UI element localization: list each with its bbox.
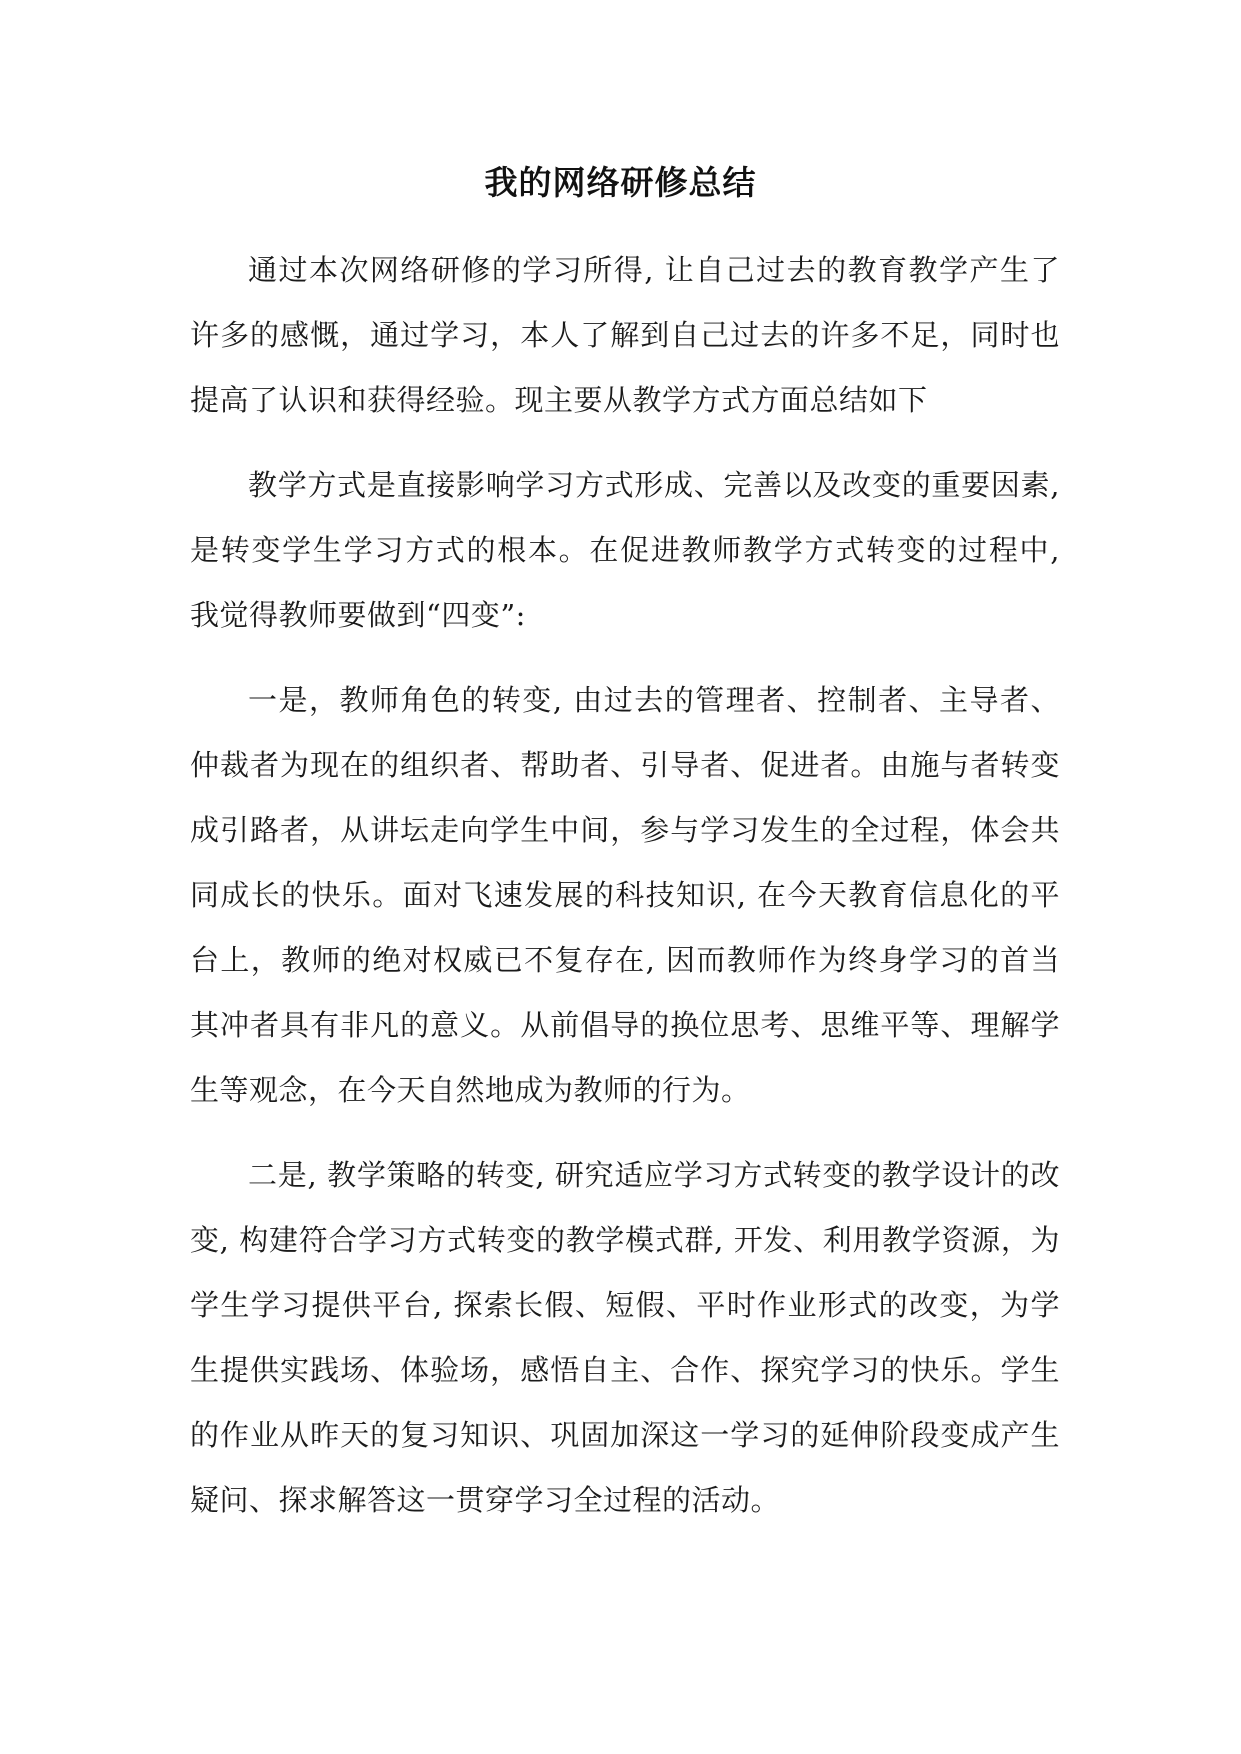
document-title: 我的网络研修总结 [484,163,757,202]
paragraph-role-change: 一是，教师角色的转变, 由过去的管理者、控制者、主导者、仲裁者为现在的组织者、帮助者、引导者、促进者。由施与者转变成引路者，从讲坛走向学生中间，参与学习发生的全过程，体会共同成长的快乐。面对飞速发展的科技知识, 在今天教育信息化的平台上，教师的绝对权威已不复存在, 因而教师作为终身学习的首当其冲者具有非凡的意义。从前倡导的换位思考、思维平等、理解学生等观念，在今天自然地成为教师的行为。 [190,683,1060,1107]
paragraph-strategy-change: 二是, 教学策略的转变, 研究适应学习方式转变的教学设计的改变, 构建符合学习方式转变的教学模式群, 开发、利用教学资源，为学生学习提供平台, 探索长假、短假、平时作业形式的改变，为学生提供实践场、体验场，感悟自主、合作、探究学习的快乐。学生的作业从昨天的复习知识、巩固加深这一学习的延伸阶段变成产生疑问、探求解答这一贯穿学习全过程的活动。 [190,1158,1060,1517]
paragraph-intro: 通过本次网络研修的学习所得, 让自己过去的教育教学产生了许多的感慨，通过学习，本人了解到自己过去的许多不足，同时也提高了认识和获得经验。现主要从教学方式方面总结如下 [190,253,1060,417]
paragraph-teaching-method: 教学方式是直接影响学习方式形成、完善以及改变的重要因素, 是转变学生学习方式的根本。在促进教师教学方式转变的过程中, 我觉得教师要做到“四变”: [190,468,1060,632]
